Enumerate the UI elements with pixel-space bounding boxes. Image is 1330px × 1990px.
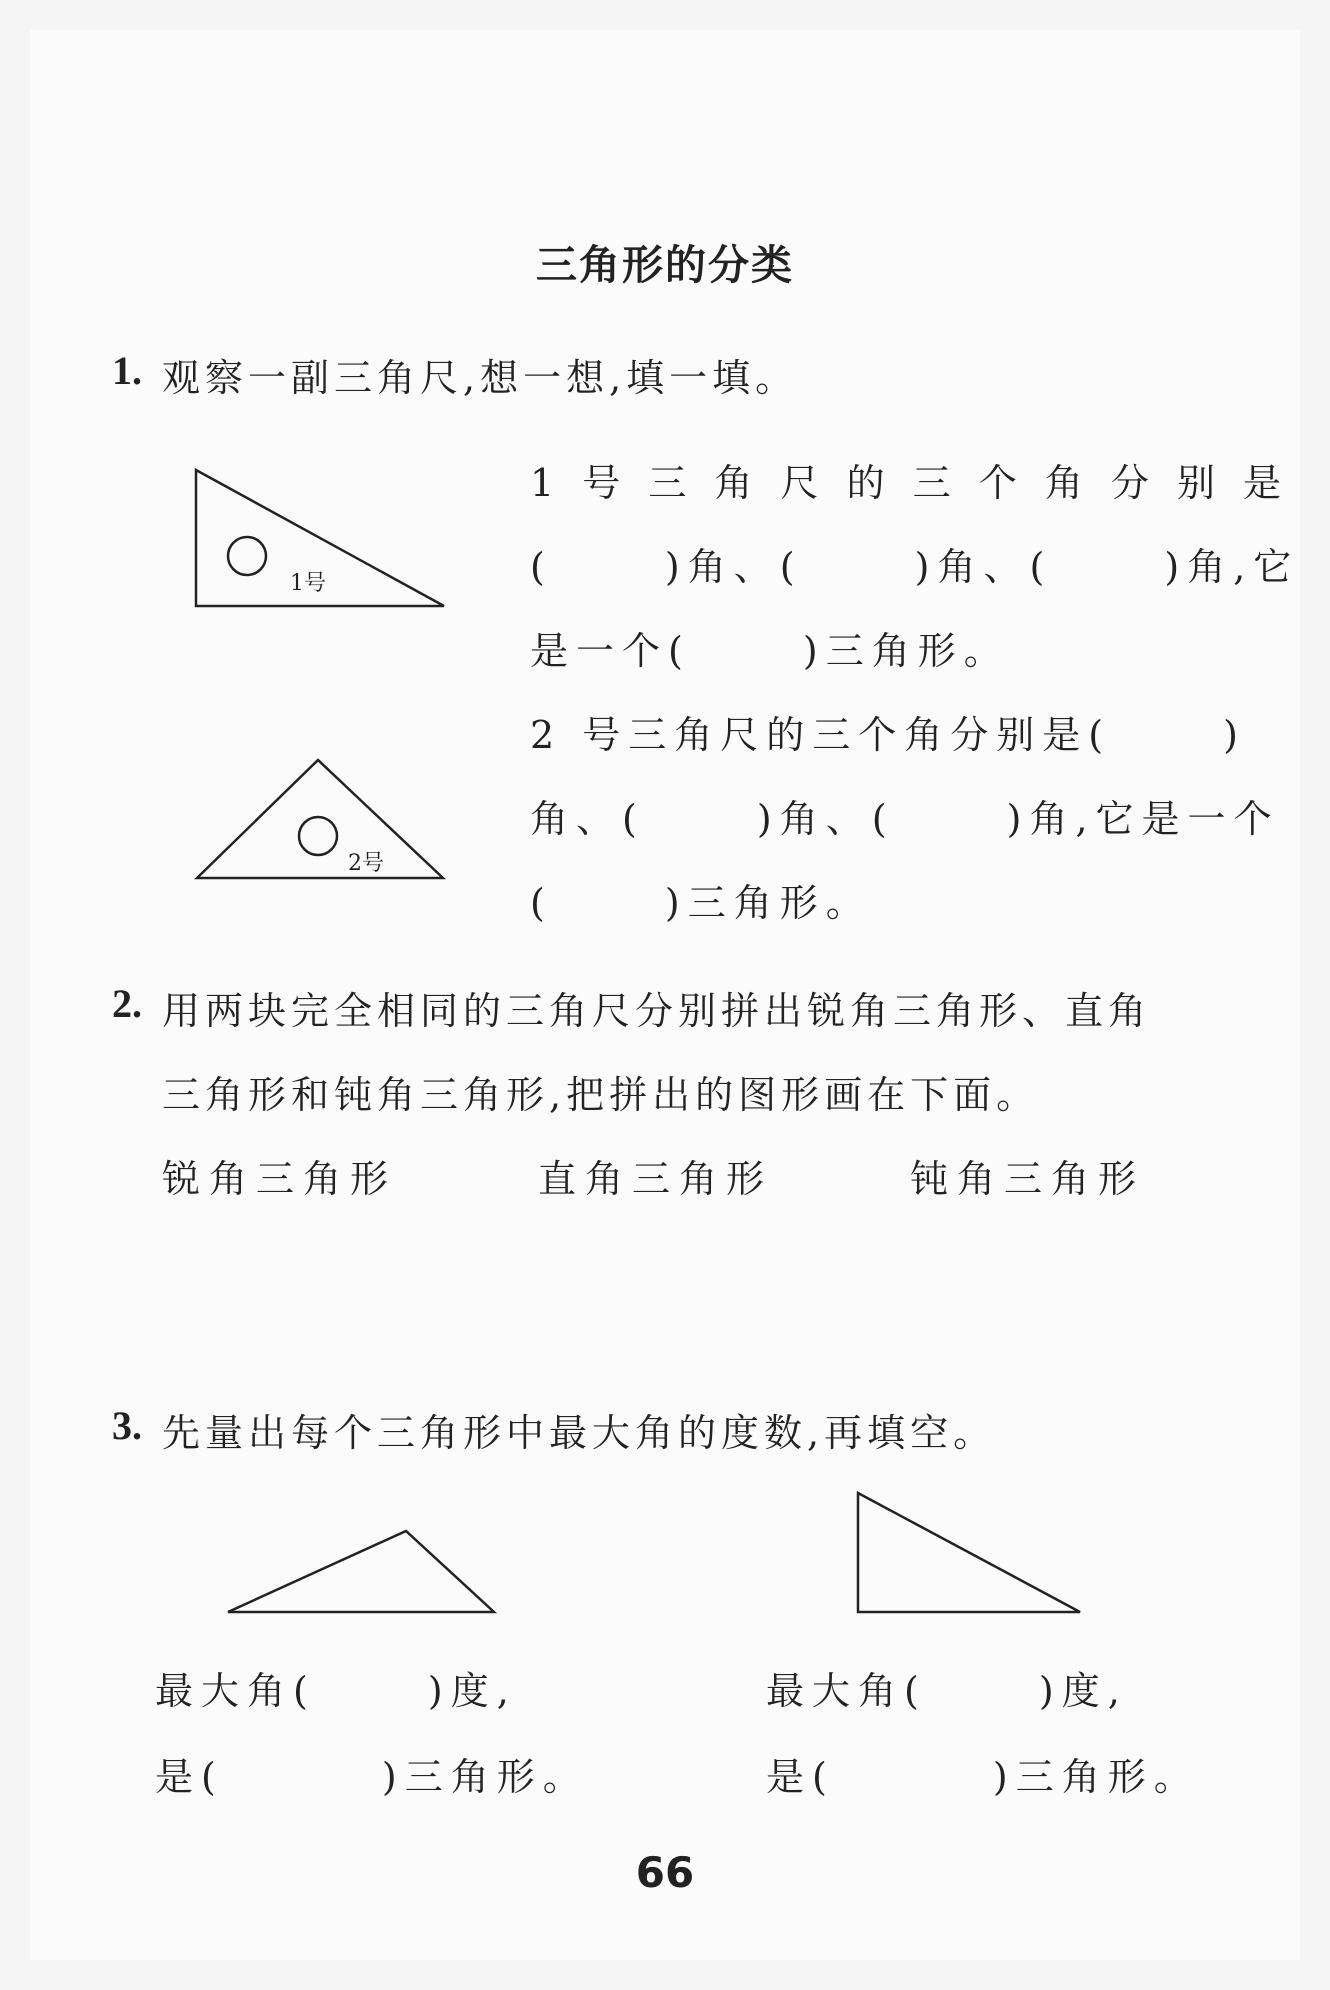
set-square-2-outline xyxy=(197,760,443,878)
page-number: 66 xyxy=(635,1848,695,1897)
q3-triangle-right xyxy=(858,1493,1080,1612)
set-square-2-label: 2号 xyxy=(348,851,384,876)
q3-right-line1: 最大角( )度, xyxy=(766,1669,1128,1713)
q3-triangle-left xyxy=(228,1531,494,1612)
q3-left-line1: 最大角( )度, xyxy=(155,1669,517,1713)
set-square-1-label: 1号 xyxy=(290,571,326,596)
set-square-2-hole xyxy=(299,817,337,855)
q3-prompt: 先量出每个三角形中最大角的度数,再填空。 xyxy=(162,1411,997,1455)
q2-line2: 三角形和钝角三角形,把拼出的图形画在下面。 xyxy=(162,1073,1040,1117)
q2-label-right: 直角三角形 xyxy=(538,1157,774,1201)
q1-number: 1. xyxy=(112,348,142,393)
q2-label-acute: 锐角三角形 xyxy=(162,1157,398,1201)
q1-ruler2-line1: 2 号三角尺的三个角分别是( ) xyxy=(530,713,1246,757)
q1-prompt: 观察一副三角尺,想一想,填一填。 xyxy=(162,356,799,400)
page-title: 三角形的分类 xyxy=(536,241,794,289)
q1-ruler1-line1: 1 号 三 角 尺 的 三 个 角 分 别 是 xyxy=(530,461,1290,505)
q1-ruler1-line3: 是一个( )三角形。 xyxy=(530,629,1010,673)
q3-right-line2: 是( )三角形。 xyxy=(766,1755,1200,1799)
q3-left-line2: 是( )三角形。 xyxy=(155,1755,589,1799)
set-square-1-hole xyxy=(228,537,266,575)
q3-number: 3. xyxy=(112,1403,142,1448)
q1-ruler1-line2: ( )角、( )角、( )角,它 xyxy=(530,545,1300,589)
q2-label-obtuse: 钝角三角形 xyxy=(910,1157,1146,1201)
q2-line1: 用两块完全相同的三角尺分别拼出锐角三角形、直角 xyxy=(162,989,1152,1033)
q1-ruler2-line3: ( )三角形。 xyxy=(530,881,872,925)
q1-ruler2-line2: 角、( )角、( )角,它是一个 xyxy=(530,797,1280,841)
q2-number: 2. xyxy=(112,981,142,1026)
